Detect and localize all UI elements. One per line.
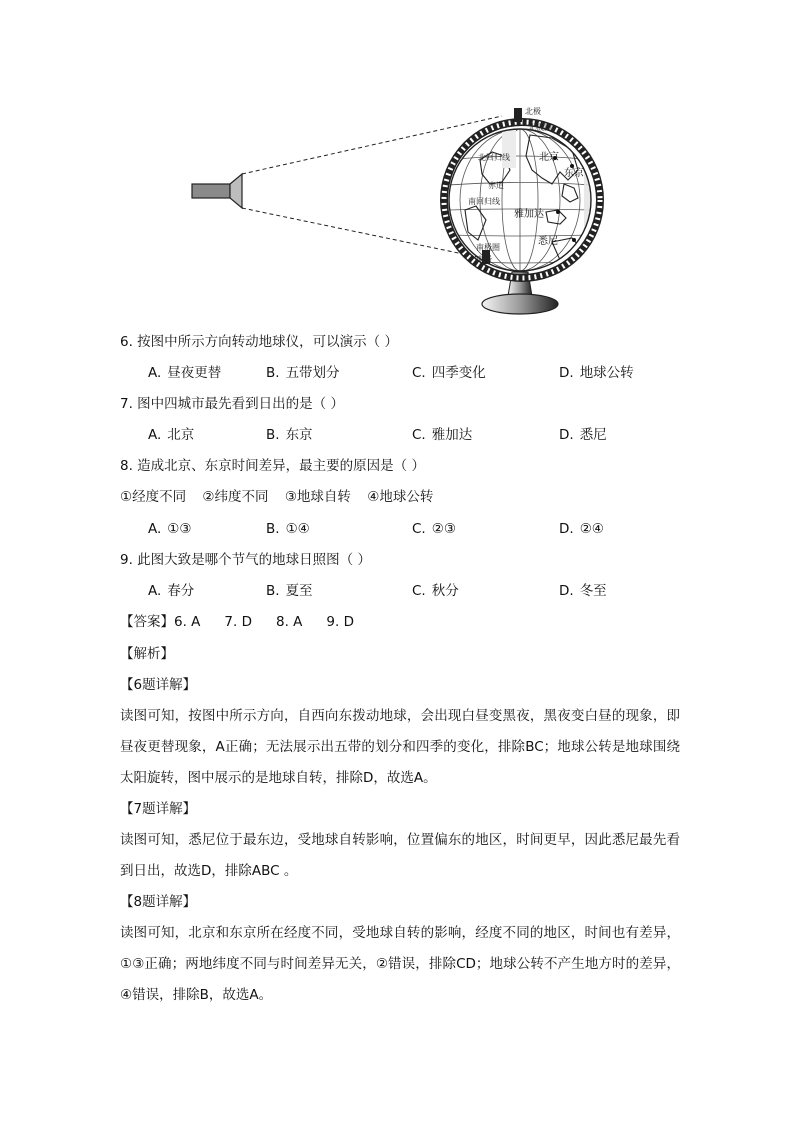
label-antarctic-circle: 南极圈 <box>476 243 500 252</box>
globe-illustration <box>180 100 610 322</box>
q8-option-d[interactable]: D. ②④ <box>559 521 604 537</box>
q7-option-b[interactable]: B. 东京 <box>266 427 313 443</box>
jakarta-marker <box>556 210 560 214</box>
q6-option-b[interactable]: B. 五带划分 <box>266 365 340 381</box>
city-jakarta: 雅加达 <box>514 209 544 220</box>
q8-option-c[interactable]: C. ②③ <box>412 521 456 537</box>
q6-option-a[interactable]: A. 昼夜更替 <box>148 365 222 381</box>
question-6-stem: 6. 按图中所示方向转动地球仪，可以演示（ ） <box>120 334 398 350</box>
city-tokyo: 东京 <box>564 168 584 179</box>
q8-option-b[interactable]: B. ①④ <box>266 521 310 537</box>
label-south-pole: 南极 <box>476 255 492 264</box>
detail-6-text: 读图可知，按图中所示方向，自西向东拨动地球，会出现白昼变黑夜，黑夜变白昼的现象，即昼夜更替现象，A正确；无法展示出五带的划分和四季的变化，排除BC；地球公转是地球围绕太阳旋转，图中展示的是地球自转，排除D，故选A。 <box>120 708 680 786</box>
statement-1: ①经度不同 <box>120 489 187 505</box>
q6-option-c[interactable]: C. 四季变化 <box>412 365 486 381</box>
label-north-pole: 北极 <box>525 107 541 116</box>
detail-8-text: 读图可知，北京和东京所在经度不同，受地球自转的影响，经度不同的地区，时间也有差异，①③正确；两地纬度不同与时间差异无关，②错误，排除CD；地球公转不产生地方时的差异，④错误，排除B，故选A。 <box>120 925 680 1003</box>
globe-figure <box>180 100 610 322</box>
answer-8: 8. A <box>276 614 303 630</box>
question-8-stem: 8. 造成北京、东京时间差异，最主要的原因是（ ） <box>120 458 425 474</box>
question-9-stem: 9. 此图大致是哪个节气的地球日照图（ ） <box>120 552 371 568</box>
detail-7-text: 读图可知，悉尼位于最东边，受地球自转影响，位置偏东的地区，时间更早，因此悉尼最先看到日出，故选D，排除ABC 。 <box>120 832 680 879</box>
q9-option-b[interactable]: B. 夏至 <box>266 583 313 599</box>
answer-9: 9. D <box>326 614 354 630</box>
city-beijing: 北京 <box>539 152 559 163</box>
detail-6-title: 【6题详解】 <box>120 677 197 693</box>
analysis-label: 【解析】 <box>120 646 174 662</box>
answer-line <box>120 613 354 631</box>
q8-option-a[interactable]: A. ①③ <box>148 521 192 537</box>
statement-4: ④地球公转 <box>367 489 434 505</box>
north-axis-cap <box>514 108 522 122</box>
label-tropic-cancer: 北回归线 <box>478 153 510 162</box>
question-8-statements <box>120 488 445 506</box>
q6-option-d[interactable]: D. 地球公转 <box>559 365 634 381</box>
statement-3: ③地球自转 <box>284 489 351 505</box>
detail-7-title: 【7题详解】 <box>120 801 197 817</box>
q7-option-a[interactable]: A. 北京 <box>148 427 195 443</box>
q7-option-d[interactable]: D. 悉尼 <box>559 427 607 443</box>
label-equator: 赤道 <box>488 181 504 190</box>
answer-7: 7. D <box>224 614 252 630</box>
q9-option-c[interactable]: C. 秋分 <box>412 583 459 599</box>
answer-label: 【答案】 <box>120 614 174 630</box>
flashlight-icon <box>192 174 242 208</box>
answer-6: 6. A <box>174 614 201 630</box>
statement-2: ②纬度不同 <box>202 489 269 505</box>
q9-option-d[interactable]: D. 冬至 <box>559 583 607 599</box>
detail-8-title: 【8题详解】 <box>120 894 197 910</box>
q7-option-c[interactable]: C. 雅加达 <box>412 427 473 443</box>
q9-option-a[interactable]: A. 春分 <box>148 583 195 599</box>
label-tropic-capricorn: 南回归线 <box>468 197 500 206</box>
city-sydney: 悉尼 <box>538 236 558 247</box>
question-7-stem: 7. 图中四城市最先看到日出的是（ ） <box>120 396 344 412</box>
label-arctic-circle: 北极圈 <box>528 123 552 132</box>
sydney-marker <box>572 238 576 242</box>
